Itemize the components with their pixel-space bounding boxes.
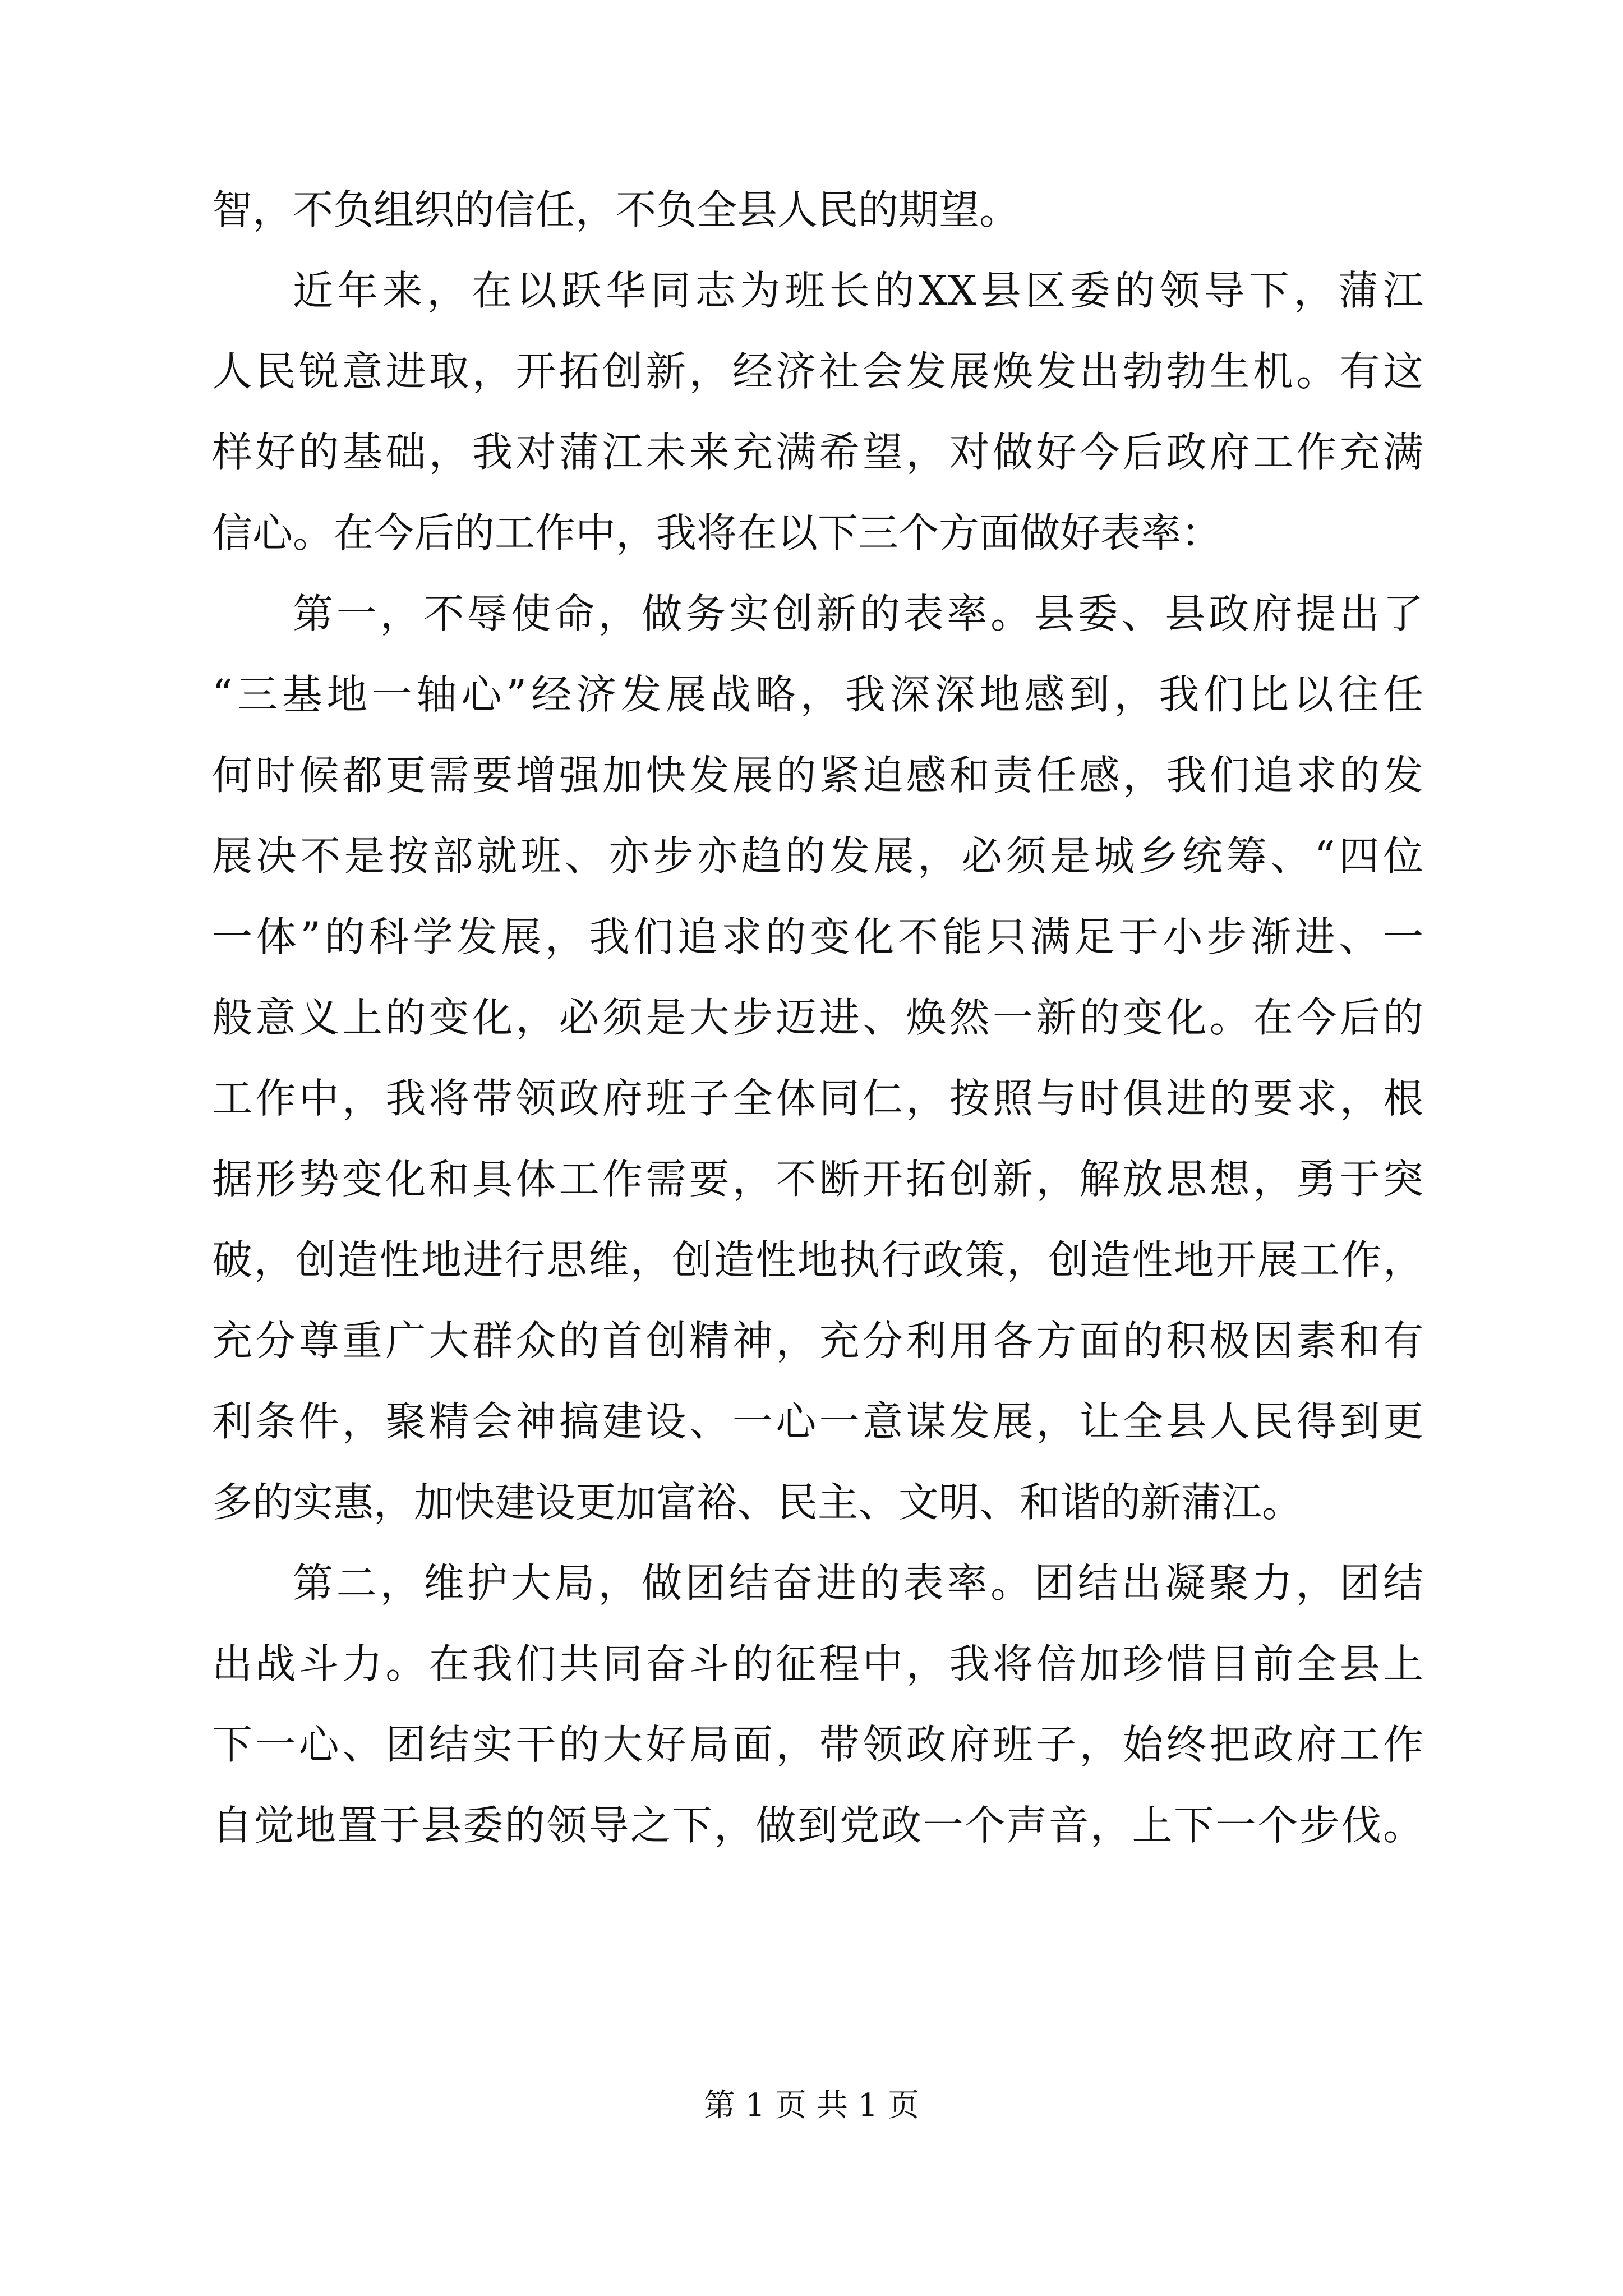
text-line: 人民锐意进取，开拓创新，经济社会发展焕发出勃勃生机。有这 [212, 348, 1423, 395]
page-number-footer: 第 1 页 共 1 页 [703, 2087, 920, 2124]
text-line: 自觉地置于县委的领导之下，做到党政一个声音，上下一个步伐。 [212, 1802, 1423, 1849]
text-line: 多的实惠，加快建设更加富裕、民主、文明、和谐的新蒲江。 [212, 1479, 1303, 1526]
text-line: 样好的基础，我对蒲江未来充满希望，对做好今后政府工作充满 [212, 429, 1423, 476]
text-line: 一体”的科学发展，我们追求的变化不能只满足于小步渐进、一 [212, 913, 1423, 960]
text-line: 出战斗力。在我们共同奋斗的征程中，我将倍加珍惜目前全县上 [212, 1640, 1423, 1687]
text-line: 利条件，聚精会神搞建设、一心一意谋发展，让全县人民得到更 [212, 1398, 1423, 1445]
text-line: 破，创造性地进行思维，创造性地执行政策，创造性地开展工作， [212, 1236, 1423, 1283]
paragraph-start-line: 第一，不辱使命，做务实创新的表率。县委、县政府提出了 [293, 590, 1423, 637]
paragraph-start-line: 近年来，在以跃华同志为班长的XX县区委的领导下，蒲江 [293, 267, 1423, 314]
text-line: 信心。在今后的工作中，我将在以下三个方面做好表率： [212, 509, 1222, 556]
text-line: 据形势变化和具体工作需要，不断开拓创新，解放思想，勇于突 [212, 1156, 1423, 1203]
text-line: 工作中，我将带领政府班子全体同仁，按照与时俱进的要求，根 [212, 1075, 1423, 1122]
text-line: 充分尊重广大群众的首创精神，充分利用各方面的积极因素和有 [212, 1317, 1423, 1364]
text-line: 智，不负组织的信任，不负全县人民的期望。 [212, 186, 1020, 233]
text-line: 何时候都更需要增强加快发展的紧迫感和责任感，我们追求的发 [212, 752, 1423, 799]
text-line: 般意义上的变化，必须是大步迈进、焕然一新的变化。在今后的 [212, 994, 1423, 1041]
text-line: “三基地一轴心”经济发展战略，我深深地感到，我们比以往任 [212, 671, 1423, 718]
text-line: 下一心、团结实干的大好局面，带领政府班子，始终把政府工作 [212, 1721, 1423, 1768]
paragraph-start-line: 第二，维护大局，做团结奋进的表率。团结出凝聚力，团结 [293, 1559, 1423, 1607]
text-line: 展决不是按部就班、亦步亦趋的发展，必须是城乡统筹、“四位 [212, 832, 1423, 880]
